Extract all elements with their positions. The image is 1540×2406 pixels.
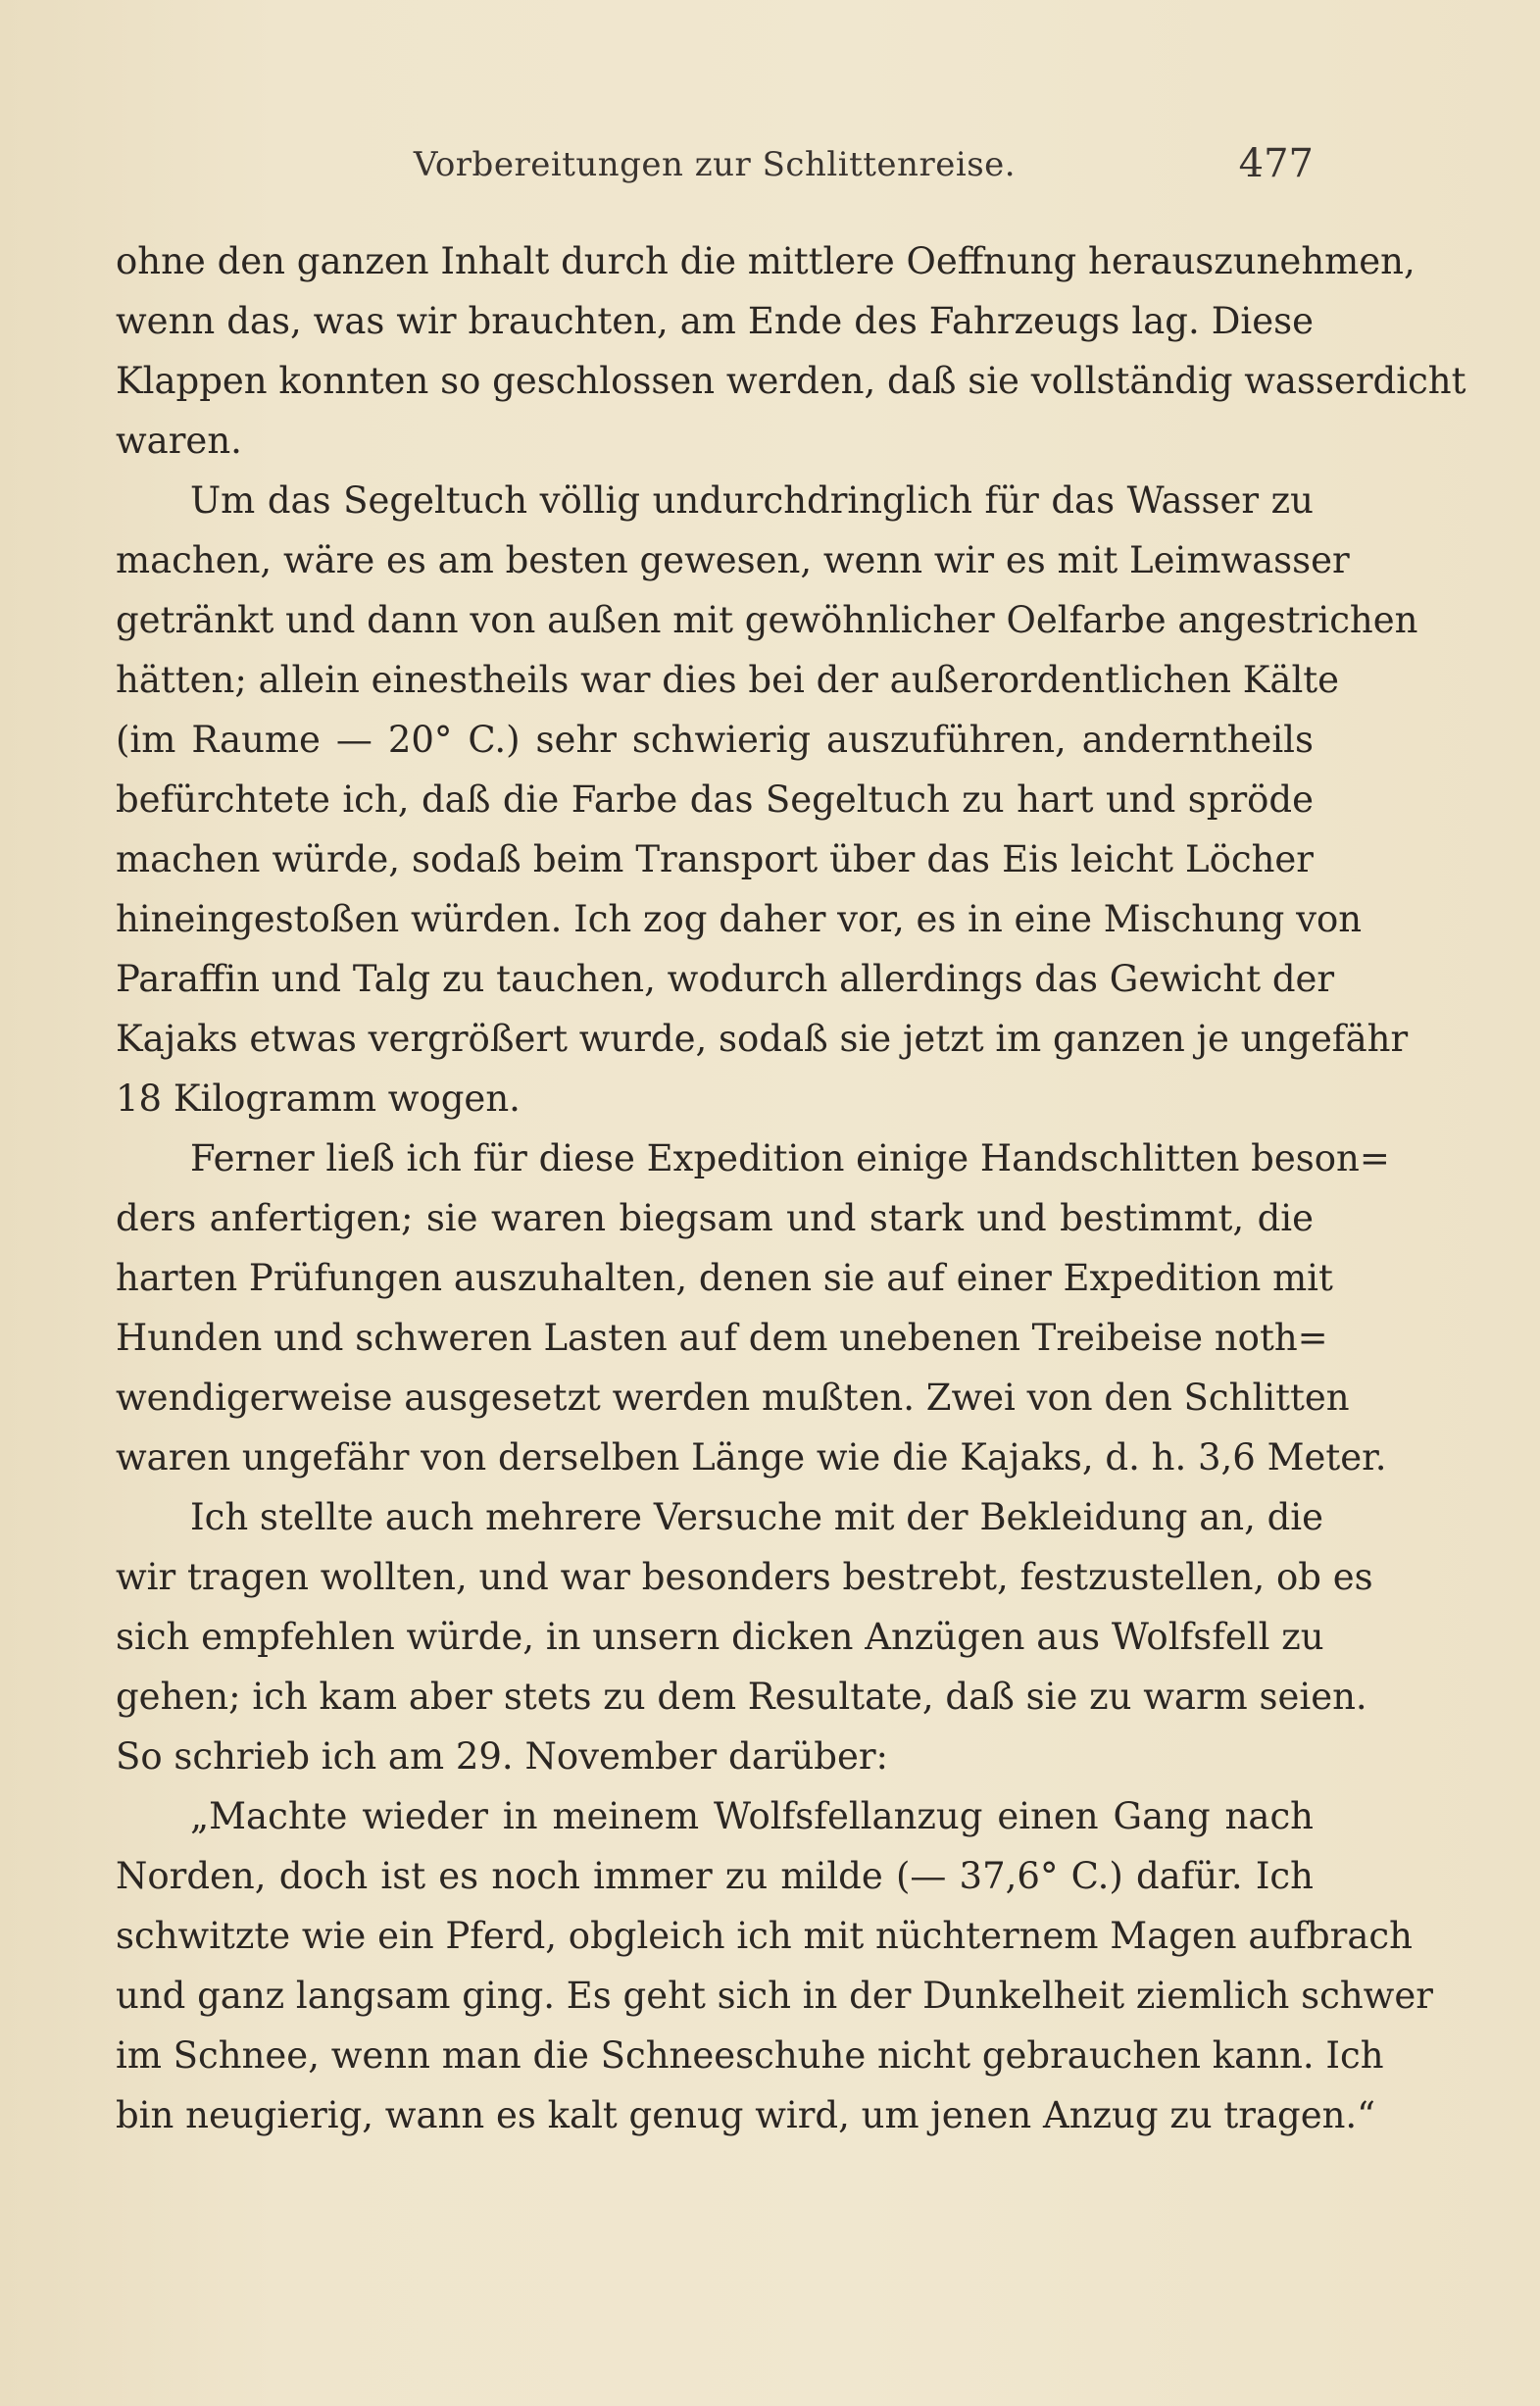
text-line: Kajaks etwas vergrößert wurde, sodaß sie jetzt im ganzen je ungefähr [116,1018,1409,1060]
text-line: im Schnee, wenn man die Schneeschuhe nicht gebrauchen kann. Ich [116,2034,1384,2077]
text-line: Klappen konnten so geschlossen werden, daß sie vollständig wasserdicht [116,360,1466,402]
text-line: wendigerweise ausgesetzt werden mußten. Zwei von den Schlitten [116,1377,1350,1419]
text-line: waren ungefähr von derselben Länge wie die Kajaks, d. h. 3,6 Meter. [116,1436,1387,1479]
text-line: 18 Kilogramm wogen. [116,1078,521,1120]
page-number: 477 [1238,141,1314,186]
text-line: Norden, doch ist es noch immer zu milde (— 37,6° C.) dafür. Ich [116,1855,1314,1897]
running-title: Vorbereitungen zur Schlittenreise. [413,145,1017,184]
text-line: hätten; allein einestheils war dies bei der außerordentlichen Kälte [116,659,1340,701]
running-head [116,137,1314,196]
text-line: schwitzte wie ein Pferd, obgleich ich mit nüchternem Magen aufbrach [116,1915,1413,1957]
text-line: Hunden und schweren Lasten auf dem unebenen Treibeise noth= [116,1317,1328,1359]
text-line: ohne den ganzen Inhalt durch die mittlere Oeffnung herauszunehmen, [116,240,1416,282]
text-line: (im Raume — 20° C.) sehr schwierig auszuführen, anderntheils [116,719,1314,761]
text-line: getränkt und dann von außen mit gewöhnlicher Oelfarbe angestrichen [116,599,1418,641]
text-line: befürchtete ich, daß die Farbe das Segeltuch zu hart und spröde [116,778,1314,821]
body-text [116,231,1466,2145]
text-line: Paraffin und Talg zu tauchen, wodurch allerdings das Gewicht der [116,958,1335,1000]
text-line: wenn das, was wir brauchten, am Ende des Fahrzeugs lag. Diese [116,300,1314,342]
text-line: ders anfertigen; sie waren biegsam und stark und bestimmt, die [116,1197,1314,1239]
text-line: und ganz langsam ging. Es geht sich in der Dunkelheit ziemlich schwer [116,1975,1433,2017]
text-line: machen, wäre es am besten gewesen, wenn wir es mit Leimwasser [116,539,1350,581]
text-line: Um das Segeltuch völlig undurchdringlich für das Wasser zu [190,479,1314,522]
text-line: bin neugierig, wann es kalt genug wird, um jenen Anzug zu tragen.“ [116,2094,1376,2136]
text-line: Ich stellte auch mehrere Versuche mit der Bekleidung an, die [190,1496,1324,1538]
text-line: gehen; ich kam aber stets zu dem Resultate, daß sie zu warm seien. [116,1676,1367,1718]
text-line: harten Prüfungen auszuhalten, denen sie auf einer Expedition mit [116,1257,1333,1299]
text-line: machen würde, sodaß beim Transport über das Eis leicht Löcher [116,838,1314,880]
text-line: wir tragen wollten, und war besonders bestrebt, festzustellen, ob es [116,1556,1373,1598]
text-line: waren. [116,420,242,462]
text-line: sich empfehlen würde, in unsern dicken Anzügen aus Wolfsfell zu [116,1616,1324,1658]
text-line: So schrieb ich am 29. November darüber: [116,1735,889,1778]
text-line: „Machte wieder in meinem Wolfsfellanzug einen Gang nach [190,1795,1314,1837]
text-line: hineingestoßen würden. Ich zog daher vor, es in eine Mischung von [116,898,1363,940]
text-line: Ferner ließ ich für diese Expedition einige Handschlitten beson= [190,1137,1390,1179]
